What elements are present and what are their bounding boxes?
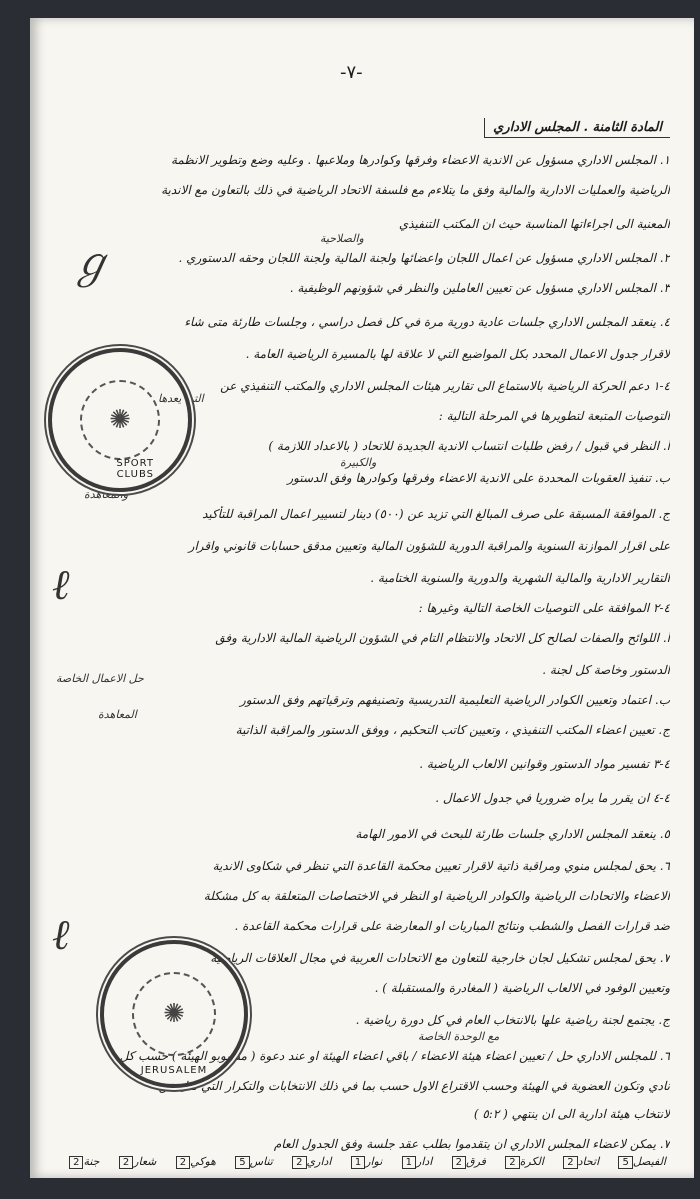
margin-note: والكبيرة xyxy=(340,456,377,469)
signature-mark: ℓ xyxy=(52,910,70,959)
tally-count: 2 xyxy=(176,1156,190,1169)
section-title: المادة الثامنة . المجلس الاداري xyxy=(484,118,670,138)
tally-count: 2 xyxy=(119,1156,133,1169)
text-line: ٤. ينعقد المجلس الاداري جلسات عادية دورية مرة في كل فصل دراسي ، وجلسات طارئة متى شاء xyxy=(184,315,670,329)
tally-label: الكرة xyxy=(519,1155,544,1168)
tally-count: 2 xyxy=(563,1156,577,1169)
tally-item xyxy=(449,1155,486,1169)
tally-label: نوار xyxy=(365,1155,383,1168)
emblem-icon: ✺ xyxy=(109,405,131,435)
tally-count: 2 xyxy=(452,1156,466,1169)
text-line: ج. تعيين اعضاء المكتب التنفيذي ، وتعيين كاتب التحكيم ، ووفق الدستور والمراقبة الذاتية xyxy=(235,723,670,737)
tally-count: 5 xyxy=(618,1156,632,1169)
emblem-icon: ✺ xyxy=(163,999,185,1029)
tally-label: تناس xyxy=(249,1155,273,1168)
text-line: ٤-٣ تفسير مواد الدستور وقوانين الالعاب الرياضية . xyxy=(419,757,670,771)
tally-count: 2 xyxy=(292,1156,306,1169)
tally-item xyxy=(232,1155,273,1169)
tally-count: 2 xyxy=(69,1156,83,1169)
text-line: ٢. المجلس الاداري مسؤول عن اعمال اللجان واعضائها ولجنة المالية ولجنة اللجان وحقه الدستوري . xyxy=(178,251,670,265)
margin-note: مع الوحدة الخاصة xyxy=(418,1030,500,1043)
club-stamp xyxy=(100,940,248,1088)
text-line: التقارير الادارية والمالية الشهرية والدورية والسنوية الختامية . xyxy=(370,571,670,585)
tally-label: اداري xyxy=(306,1155,332,1168)
text-line: ج. الموافقة المسبقة على صرف المبالغ التي تزيد عن (٥٠٠) دينار لتسيير اعمال المراقبة للتأكيد xyxy=(202,507,670,521)
text-line: الرياضية والعمليات الادارية والمالية وفق ما يتلاءم مع فلسفة الاتحاد الرياضية في ذلك بالتعاون مع الاندية xyxy=(161,183,670,197)
text-line: ٣. المجلس الاداري مسؤول عن تعيين العاملين والنظر في شؤونهم الوظيفية . xyxy=(289,281,670,295)
text-line: ب. اعتماد وتعيين الكوادر الرياضية التعليمية التدريسية وتصنيفهم وترقياتهم وفق الدستور xyxy=(239,693,670,707)
tally-item xyxy=(348,1155,383,1169)
tally-count: 1 xyxy=(402,1156,416,1169)
margin-note: حل الاعمال الخاصة xyxy=(56,672,144,685)
tally-item xyxy=(66,1155,99,1169)
tally-label: ادار xyxy=(416,1155,433,1168)
text-line: ١. المجلس الاداري مسؤول عن الاندية الاعضاء وفرقها وكوادرها وملاعبها . وعليه وضع وتطوير الانظمة xyxy=(170,153,670,167)
tally-item xyxy=(289,1155,331,1169)
tally-label: جنة xyxy=(83,1155,100,1168)
text-line: ٥. ينعقد المجلس الاداري جلسات طارئة للبحث في الامور الهامة xyxy=(355,827,670,841)
text-line: لاقرار جدول الاعمال المحدد بكل المواضيع التي لا علاقة لها بالمسيرة الرياضية العامة . xyxy=(245,347,670,361)
text-line: التوصيات المتبعة لتطويرها في المرحلة التالية : xyxy=(438,409,670,423)
page-number: -٧- xyxy=(340,62,363,83)
tally-count: 2 xyxy=(505,1156,519,1169)
tally-item xyxy=(560,1155,599,1169)
text-line: ٦. يحق لمجلس منوي ومراقبة ذاتية لاقرار تعيين محكمة القاعدة التي تنظر في شكاوى الاندية xyxy=(212,859,670,873)
tally-count: 1 xyxy=(351,1156,365,1169)
tally-item xyxy=(173,1155,216,1169)
text-line: أ. اللوائح والصفات لصالح كل الاتحاد والانتظام التام في الشؤون الرياضية المالية الادارية وفق xyxy=(215,631,670,645)
text-line: على اقرار الموازنة السنوية والمراقبة الدورية للشؤون المالية وتعيين مدقق حسابات قانوني واقرار xyxy=(188,539,670,553)
text-line: نادي وتكون العضوية في الهيئة وحسب الاقتراع الاول حسب بما في ذلك الانتخابات والتكرار التي تقل عن xyxy=(158,1079,670,1093)
text-line: الدستور وخاصة كل لجنة . xyxy=(542,663,670,677)
tally-item xyxy=(615,1155,666,1169)
tally-label: فرق xyxy=(466,1155,486,1168)
text-line: ٦. للمجلس الاداري حل / تعيين اعضاء هيئة الاعضاء / باقي اعضاء الهيئة او عند دعوة ( منسوبو الهيئة ) حسب كل xyxy=(119,1049,670,1063)
tally-label: هوكي xyxy=(190,1155,216,1168)
text-line: ضد قرارات الفصل والشطب ونتائج المباريات او المعارضة على قرارات محكمة القاعدة . xyxy=(234,919,670,933)
tally-item xyxy=(116,1155,157,1169)
tally-item xyxy=(399,1155,433,1169)
signature-mark: ℊ xyxy=(70,238,113,287)
club-stamp xyxy=(48,348,192,492)
signature-mark: ℓ xyxy=(52,560,70,609)
tally-label: شعار xyxy=(133,1155,157,1168)
tally-label: اتحاد xyxy=(577,1155,600,1168)
tally-item xyxy=(502,1155,544,1169)
tally-label: الفيصل xyxy=(632,1155,666,1168)
text-line: ٤-١ دعم الحركة الرياضية بالاستماع الى تقارير هيئات المجلس الاداري والمكتب التنفيذي عن xyxy=(220,379,670,393)
margin-note: والمعاهدة xyxy=(84,488,129,501)
text-line: ٧. يمكن لاعضاء المجلس الاداري ان يتقدموا بطلب عقد جلسة وفق الجدول العام xyxy=(273,1137,670,1151)
margin-note: التي يعدها xyxy=(158,392,204,405)
tally-count: 5 xyxy=(235,1156,249,1169)
footer-tally xyxy=(66,1150,666,1174)
stamp-label: SPORT CLUBS xyxy=(116,458,154,480)
text-line: المعنية الى اجراءاتها المناسبة حيث ان المكتب التنفيذي xyxy=(398,217,670,231)
stamp-label: JERUSALEM xyxy=(140,1065,208,1076)
text-line: ٤-٤ ان يقرر ما يراه ضروريا في جدول الاعمال . xyxy=(435,791,670,805)
text-line: ج. يجتمع لجنة رياضية علها بالانتخاب العام في كل دورة رياضية . xyxy=(355,1013,670,1027)
text-line: ٤-٢ الموافقة على التوصيات الخاصة التالية وغيرها : xyxy=(418,601,670,615)
text-line: وتعيين الوفود في الالعاب الرياضية ( المغادرة والمستقبلة ) . xyxy=(374,981,670,995)
margin-note: المعاهدة xyxy=(98,708,137,721)
text-line: لانتخاب هيئة ادارية الى ان ينتهي ( ٥:٢ ) xyxy=(473,1107,670,1121)
text-line: الاعضاء والاتحادات الرياضية والكوادر الرياضية او النظر في الاختصاصات المتعلقة به كل مشكلة xyxy=(203,889,670,903)
text-line: أ. النظر في قبول / رفض طلبات انتساب الاندية الجديدة للاتحاد ( بالاعداد اللازمة ) xyxy=(268,439,670,453)
text-line: ٧. يحق لمجلس تشكيل لجان خارجية للتعاون مع الاتحادات العربية في مجال العلاقات الرياضية xyxy=(210,951,670,965)
text-line: ب. تنفيذ العقوبات المحددة على الاندية الاعضاء وفرقها وكوادرها وفق الدستور xyxy=(287,471,670,485)
margin-note: والصلاحية xyxy=(320,232,364,245)
